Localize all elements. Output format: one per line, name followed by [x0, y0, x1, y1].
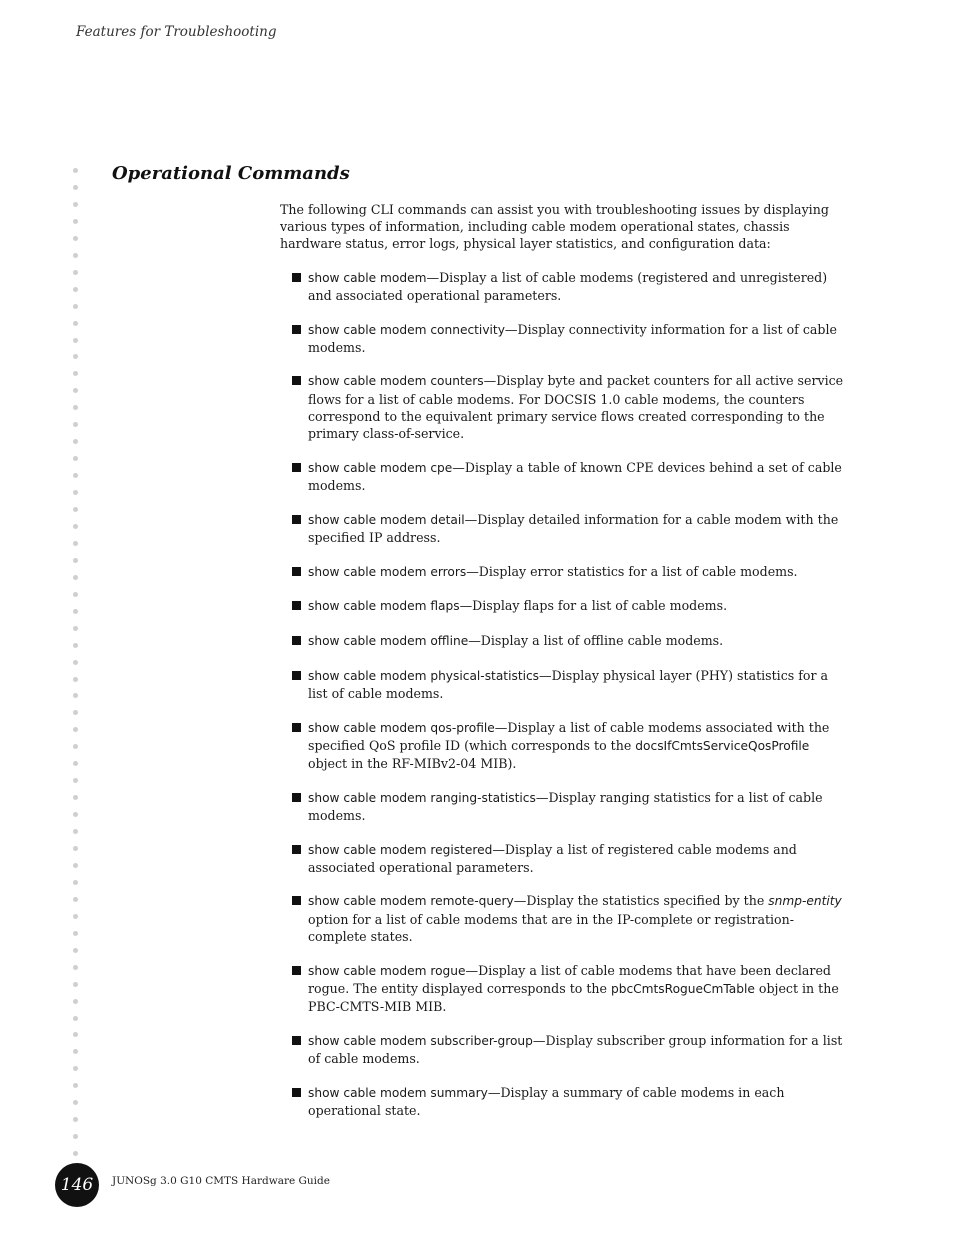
- command-description-tail: object in the RF-MIBv2-04 MIB).: [308, 755, 517, 771]
- margin-dot: [73, 609, 78, 614]
- margin-dot: [73, 982, 78, 987]
- option-variable: snmp-entity: [768, 894, 842, 909]
- margin-dot: [73, 1032, 78, 1037]
- dot-rail: [73, 168, 81, 1158]
- square-bullet-icon: [292, 845, 301, 854]
- margin-dot: [73, 931, 78, 936]
- margin-dot: [73, 693, 78, 698]
- margin-dot: [73, 473, 78, 478]
- margin-dot: [73, 490, 78, 495]
- margin-dot: [73, 592, 78, 597]
- command-description: —Display error statistics for a list of cable modems.: [466, 563, 798, 579]
- command-name: show cable modem remote-query: [308, 894, 514, 909]
- margin-dot: [73, 507, 78, 512]
- square-bullet-icon: [292, 896, 301, 905]
- margin-dot: [73, 677, 78, 682]
- margin-dot: [73, 287, 78, 292]
- square-bullet-icon: [292, 376, 301, 385]
- running-header: Features for Troubleshooting: [76, 24, 277, 40]
- margin-dot: [73, 321, 78, 326]
- margin-dot: [73, 948, 78, 953]
- command-item: [280, 789, 845, 824]
- margin-dot: [73, 575, 78, 580]
- command-list: [280, 269, 845, 1119]
- margin-dot: [73, 1066, 78, 1071]
- square-bullet-icon: [292, 463, 301, 472]
- command-description: —Display the statistics specified by the: [513, 893, 769, 909]
- margin-dot: [73, 558, 78, 563]
- command-name: show cable modem summary: [308, 1085, 488, 1100]
- margin-dot: [73, 880, 78, 885]
- margin-dot: [73, 897, 78, 902]
- margin-dot: [73, 168, 78, 173]
- command-name: show cable modem errors: [308, 564, 467, 579]
- command-item: [280, 892, 845, 945]
- square-bullet-icon: [292, 273, 301, 282]
- margin-dot: [73, 1016, 78, 1021]
- command-item: [280, 597, 845, 615]
- command-description: —Display physical layer (PHY) statistics for a list of cable modems.: [308, 667, 829, 701]
- command-item: [280, 841, 845, 876]
- margin-dot: [73, 660, 78, 665]
- margin-dot: [73, 338, 78, 343]
- margin-dot: [73, 405, 78, 410]
- margin-dot: [73, 795, 78, 800]
- command-description: —Display subscriber group information for a list of cable modems.: [308, 1032, 843, 1066]
- command-description: —Display a list of cable modems that have been declared rogue. The entity displayed corresponds to the: [308, 962, 831, 996]
- margin-dot: [73, 744, 78, 749]
- command-description: —Display ranging statistics for a list of cable modems.: [308, 789, 823, 823]
- footer-book-title: JUNOSg 3.0 G10 CMTS Hardware Guide: [112, 1175, 330, 1187]
- margin-dot: [73, 1083, 78, 1088]
- margin-dot: [73, 643, 78, 648]
- margin-dot: [73, 219, 78, 224]
- margin-dot: [73, 524, 78, 529]
- command-description-tail: option for a list of cable modems that are in the IP-complete or registration-complete states.: [308, 911, 794, 944]
- square-bullet-icon: [292, 325, 301, 334]
- command-name: show cable modem physical-statistics: [308, 668, 540, 683]
- margin-dot: [73, 965, 78, 970]
- command-description: —Display detailed information for a cable modem with the specified IP address.: [308, 511, 839, 545]
- square-bullet-icon: [292, 671, 301, 680]
- mib-object-name: docsIfCmtsServiceQosProfile: [635, 738, 810, 753]
- margin-dot: [73, 778, 78, 783]
- mib-object-name: pbcCmtsRogueCmTable: [610, 981, 755, 996]
- command-item: [280, 632, 845, 650]
- command-description: —Display a list of cable modems (registered and unregistered) and associated operational parameters.: [308, 269, 828, 303]
- command-description: —Display flaps for a list of cable modems.: [459, 598, 728, 614]
- command-item: [280, 667, 845, 702]
- command-item: [280, 511, 845, 546]
- margin-dot: [73, 304, 78, 309]
- intro-paragraph: The following CLI commands can assist you with troubleshooting issues by displaying various types of information, including cable modem operational states, chassis hardware status, error logs, physical layer statistics, and configuration data:: [280, 202, 829, 252]
- margin-dot: [73, 371, 78, 376]
- command-item: [280, 719, 845, 773]
- command-name: show cable modem flaps: [308, 599, 460, 614]
- page-number-badge: 146: [55, 1163, 99, 1207]
- command-item: [280, 459, 845, 494]
- command-item: [280, 321, 845, 356]
- command-description: —Display byte and packet counters for all active service flows for a list of cable modems. For DOCSIS 1.0 cable modems, the counters correspond to the equivalent primary service flows created corresponding to the primary class-of-service.: [308, 373, 844, 442]
- square-bullet-icon: [292, 567, 301, 576]
- margin-dot: [73, 1134, 78, 1139]
- command-description: —Display connectivity information for a list of cable modems.: [308, 321, 837, 355]
- square-bullet-icon: [292, 601, 301, 610]
- section-body: [280, 201, 845, 1136]
- square-bullet-icon: [292, 966, 301, 975]
- margin-dot: [73, 456, 78, 461]
- margin-dot: [73, 354, 78, 359]
- command-name: show cable modem connectivity: [308, 322, 505, 337]
- command-item: [280, 563, 845, 581]
- margin-dot: [73, 1100, 78, 1105]
- command-name: show cable modem subscriber-group: [308, 1033, 533, 1048]
- square-bullet-icon: [292, 1088, 301, 1097]
- margin-dot: [73, 846, 78, 851]
- margin-dot: [73, 1049, 78, 1054]
- margin-dot: [73, 829, 78, 834]
- square-bullet-icon: [292, 793, 301, 802]
- command-name: show cable modem cpe: [308, 460, 453, 475]
- margin-dot: [73, 863, 78, 868]
- command-description: —Display a list of registered cable modems and associated operational parameters.: [308, 841, 797, 875]
- command-name: show cable modem ranging-statistics: [308, 790, 536, 805]
- margin-dot: [73, 727, 78, 732]
- square-bullet-icon: [292, 723, 301, 732]
- command-description-tail: object in the PBC-CMTS-MIB MIB.: [308, 980, 839, 1014]
- margin-dot: [73, 270, 78, 275]
- square-bullet-icon: [292, 515, 301, 524]
- command-name: show cable modem registered: [308, 842, 493, 857]
- margin-dot: [73, 541, 78, 546]
- command-item: [280, 269, 845, 304]
- section-title: Operational Commands: [112, 163, 350, 184]
- command-item: [280, 1032, 845, 1067]
- margin-dot: [73, 253, 78, 258]
- margin-dot: [73, 236, 78, 241]
- command-description: —Display a summary of cable modems in each operational state.: [308, 1084, 785, 1118]
- command-name: show cable modem rogue: [308, 963, 466, 978]
- command-item: [280, 962, 845, 1016]
- command-name: show cable modem offline: [308, 633, 469, 648]
- command-name: show cable modem detail: [308, 512, 465, 527]
- command-name: show cable modem qos-profile: [308, 720, 495, 735]
- command-item: [280, 372, 845, 442]
- margin-dot: [73, 1117, 78, 1122]
- command-item: [280, 1084, 845, 1119]
- command-description: —Display a table of known CPE devices behind a set of cable modems.: [308, 459, 842, 493]
- margin-dot: [73, 185, 78, 190]
- command-description: —Display a list of offline cable modems.: [468, 632, 724, 648]
- margin-dot: [73, 422, 78, 427]
- margin-dot: [73, 439, 78, 444]
- command-description: —Display a list of cable modems associated with the specified QoS profile ID (which corresponds to the: [308, 719, 830, 753]
- margin-dot: [73, 626, 78, 631]
- margin-dot: [73, 761, 78, 766]
- margin-dot: [73, 999, 78, 1004]
- margin-dot: [73, 812, 78, 817]
- margin-dot: [73, 388, 78, 393]
- command-name: show cable modem counters: [308, 374, 484, 389]
- margin-dot: [73, 914, 78, 919]
- margin-dot: [73, 1151, 78, 1156]
- margin-dot: [73, 710, 78, 715]
- margin-dot: [73, 202, 78, 207]
- square-bullet-icon: [292, 1036, 301, 1045]
- square-bullet-icon: [292, 636, 301, 645]
- command-name: show cable modem: [308, 270, 427, 285]
